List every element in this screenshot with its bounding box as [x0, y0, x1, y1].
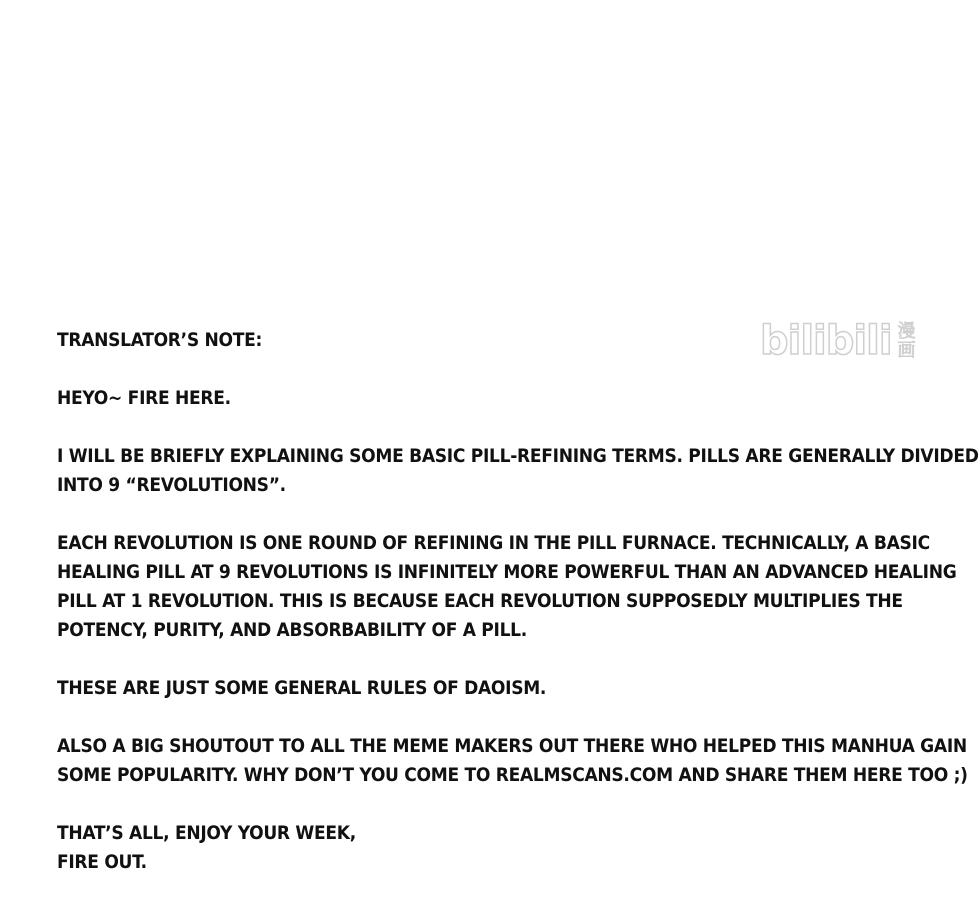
paragraph-2-line-2: HEALING PILL AT 9 REVOLUTIONS IS INFINITELY MORE POWERFUL THAN AN ADVANCED HEALING — [57, 561, 957, 583]
watermark-logo-text: bilibili — [760, 318, 892, 364]
translator-note — [57, 326, 979, 877]
watermark-chars — [898, 322, 916, 360]
note-greeting: HEYO~ FIRE HERE. — [57, 387, 231, 409]
paragraph-1-line-1: I WILL BE BRIEFLY EXPLAINING SOME BASIC PILL-REFINING TERMS. PILLS ARE GENERALLY DIVIDED — [57, 445, 979, 467]
note-heading: TRANSLATOR’S NOTE: — [57, 329, 263, 351]
paragraph-3: THESE ARE JUST SOME GENERAL RULES OF DAOISM. — [57, 677, 547, 699]
signoff-line-2: FIRE OUT. — [57, 851, 147, 873]
spacer — [57, 703, 857, 732]
spacer — [57, 790, 857, 819]
paragraph-2-line-3: PILL AT 1 REVOLUTION. THIS IS BECAUSE EACH REVOLUTION SUPPOSEDLY MULTIPLIES THE — [57, 590, 903, 612]
paragraph-4-line-2: SOME POPULARITY. WHY DON’T YOU COME TO REALMSCANS.COM AND SHARE THEM HERE TOO ;) — [57, 764, 968, 786]
spacer — [57, 645, 857, 674]
spacer — [57, 413, 857, 442]
paragraph-4-line-1: ALSO A BIG SHOUTOUT TO ALL THE MEME MAKERS OUT THERE WHO HELPED THIS MANHUA GAIN — [57, 735, 967, 757]
signoff-line-1: THAT’S ALL, ENJOY YOUR WEEK, — [57, 822, 356, 844]
spacer — [57, 355, 857, 384]
watermark-char-1: 漫 — [897, 321, 916, 342]
spacer — [57, 500, 857, 529]
watermark-char-2: 画 — [897, 340, 916, 361]
paragraph-1-line-2: INTO 9 “REVOLUTIONS”. — [57, 474, 286, 496]
paragraph-2-line-4: POTENCY, PURITY, AND ABSORBABILITY OF A PILL. — [57, 619, 527, 641]
paragraph-2-line-1: EACH REVOLUTION IS ONE ROUND OF REFINING IN THE PILL FURNACE. TECHNICALLY, A BASIC — [57, 532, 930, 554]
